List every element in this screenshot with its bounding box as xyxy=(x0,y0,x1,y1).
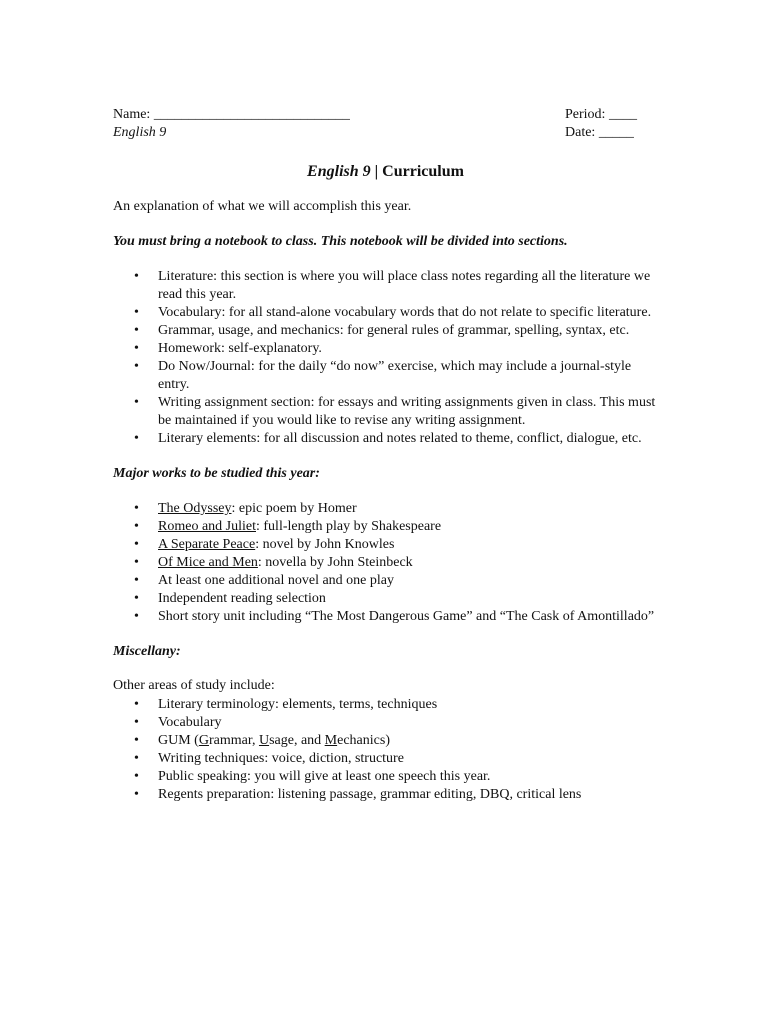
bullet-icon: • xyxy=(134,697,139,712)
gum-letter-u: U xyxy=(258,733,270,748)
gum-prefix: GUM ( xyxy=(158,733,199,748)
list-item-text: Independent reading selection xyxy=(158,591,326,606)
list-item xyxy=(113,572,658,590)
work-title: A Separate Peace xyxy=(158,537,256,552)
date-label: Date: xyxy=(565,125,596,140)
bullet-icon: • xyxy=(134,501,139,516)
list-item-text: Public speaking: you will give at least one speech this year. xyxy=(158,769,491,784)
list-item-text: Writing techniques: voice, diction, structure xyxy=(158,751,404,766)
list-item xyxy=(113,714,658,732)
name-label: Name: xyxy=(113,107,151,122)
misc-list xyxy=(113,696,658,804)
document-page xyxy=(113,106,658,804)
bullet-icon: • xyxy=(134,715,139,730)
work-title: Romeo and Juliet xyxy=(158,519,256,534)
list-item xyxy=(113,536,658,554)
list-item xyxy=(113,696,658,714)
notebook-list xyxy=(113,268,658,448)
title-text: Curriculum xyxy=(382,163,464,180)
list-item xyxy=(113,768,658,786)
notebook-heading: You must bring a notebook to class. This notebook will be divided into sections. xyxy=(113,234,568,249)
bullet-icon: • xyxy=(134,269,139,284)
bullet-icon: • xyxy=(134,609,139,624)
list-item xyxy=(113,750,658,768)
list-item xyxy=(113,590,658,608)
date-line xyxy=(565,124,658,142)
title-separator: | xyxy=(370,163,383,180)
period-line xyxy=(565,106,658,124)
date-blank: _____ xyxy=(598,125,634,140)
gum-mechanics: echanics) xyxy=(337,733,390,748)
list-item-text: Homework: self-explanatory. xyxy=(158,341,322,356)
list-item-text: Short story unit including “The Most Dangerous Game” and “The Cask of Amontillado” xyxy=(158,609,655,624)
list-item xyxy=(113,732,658,750)
list-item xyxy=(113,518,658,536)
name-line xyxy=(113,106,565,124)
gum-letter-g: G xyxy=(198,733,209,748)
gum-usage: sage, and xyxy=(269,733,325,748)
work-title: Of Mice and Men xyxy=(158,555,258,570)
bullet-icon: • xyxy=(134,787,139,802)
list-item xyxy=(113,500,658,518)
bullet-icon: • xyxy=(134,555,139,570)
misc-intro: Other areas of study include: xyxy=(113,678,275,693)
name-blank: ____________________________ xyxy=(153,107,350,122)
list-item xyxy=(113,358,658,394)
list-item-text: Literary terminology: elements, terms, techniques xyxy=(158,697,438,712)
bullet-icon: • xyxy=(134,573,139,588)
list-item xyxy=(113,268,658,304)
bullet-icon: • xyxy=(134,519,139,534)
works-list xyxy=(113,500,658,626)
work-description: : epic poem by Homer xyxy=(231,501,357,516)
list-item-text: At least one additional novel and one play xyxy=(158,573,394,588)
list-item xyxy=(113,554,658,572)
bullet-icon: • xyxy=(134,537,139,552)
bullet-icon: • xyxy=(134,431,139,446)
list-item xyxy=(113,608,658,626)
period-label: Period: xyxy=(565,107,606,122)
list-item-text: Vocabulary xyxy=(158,715,222,730)
bullet-icon: • xyxy=(134,769,139,784)
bullet-icon: • xyxy=(134,341,139,356)
header-row-2 xyxy=(113,124,658,142)
work-title: The Odyssey xyxy=(158,501,232,516)
list-item xyxy=(113,430,658,448)
list-item xyxy=(113,786,658,804)
bullet-icon: • xyxy=(134,591,139,606)
list-item xyxy=(113,394,658,430)
bullet-icon: • xyxy=(134,359,139,374)
works-heading: Major works to be studied this year: xyxy=(113,466,320,481)
header-row-1 xyxy=(113,106,658,124)
gum-letter-m: M xyxy=(324,733,338,748)
work-description: : novella by John Steinbeck xyxy=(257,555,413,570)
list-item xyxy=(113,304,658,322)
period-blank: ____ xyxy=(608,107,637,122)
bullet-icon: • xyxy=(134,751,139,766)
list-item-text: Vocabulary: for all stand-alone vocabulary words that do not relate to specific literature. xyxy=(158,305,652,320)
list-item-text: Literature: this section is where you will place class notes regarding all the literature we read this year. xyxy=(158,269,651,302)
intro-text: An explanation of what we will accomplish this year. xyxy=(113,199,412,214)
gum-item xyxy=(158,733,390,748)
page-title xyxy=(113,162,658,182)
bullet-icon: • xyxy=(134,323,139,338)
list-item-text: Do Now/Journal: for the daily “do now” exercise, which may include a journal-style entry. xyxy=(158,359,632,392)
list-item-text: Regents preparation: listening passage, grammar editing, DBQ, critical lens xyxy=(158,787,582,802)
list-item-text: Grammar, usage, and mechanics: for general rules of grammar, spelling, syntax, etc. xyxy=(158,323,630,338)
bullet-icon: • xyxy=(134,733,139,748)
list-item xyxy=(113,322,658,340)
course-name: English 9 xyxy=(113,125,167,140)
misc-heading: Miscellany: xyxy=(113,644,181,659)
list-item xyxy=(113,340,658,358)
list-item-text: Literary elements: for all discussion and notes related to theme, conflict, dialogue, etc. xyxy=(158,431,642,446)
work-description: : novel by John Knowles xyxy=(255,537,395,552)
gum-grammar: rammar, xyxy=(208,733,259,748)
list-item-text: Writing assignment section: for essays and writing assignments given in class. This must be maintained if you would like to revise any writing assignment. xyxy=(158,395,656,428)
title-course: English 9 xyxy=(307,163,371,180)
bullet-icon: • xyxy=(134,395,139,410)
bullet-icon: • xyxy=(134,305,139,320)
work-description: : full-length play by Shakespeare xyxy=(256,519,442,534)
